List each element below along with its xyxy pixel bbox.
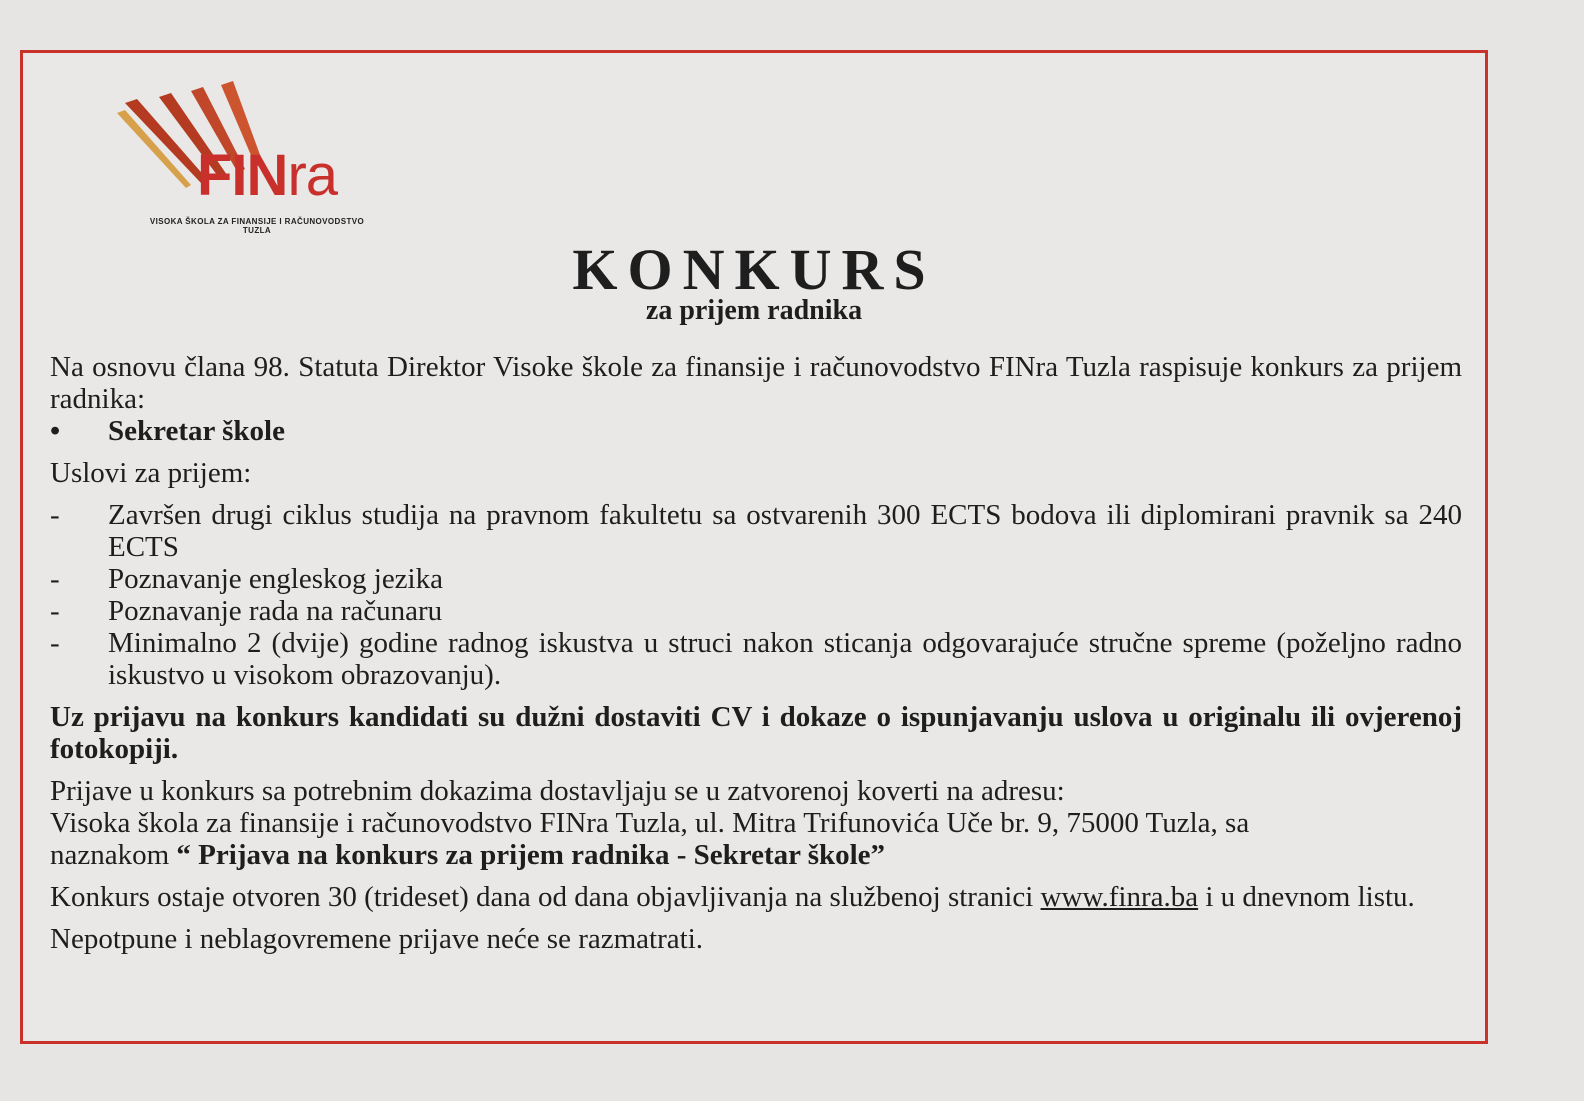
announcement-frame	[20, 50, 1488, 1044]
logo-wordmark: FINra	[197, 143, 338, 208]
list-item: - Završen drugi ciklus studija na pravnom fakultetu sa ostvarenih 300 ECTS bodova ili diplomirani pravnik sa 240 ECTS	[50, 499, 1462, 563]
conditions-heading: Uslovi za prijem:	[50, 457, 252, 489]
list-item: - Minimalno 2 (dvije) godine radnog iskustva u struci nakon sticanja odgovarajuće stručne spreme (poželjno radno iskustvo u visokom obrazovanju).	[50, 627, 1462, 691]
submission-block	[50, 775, 1462, 871]
submission-mark-label: “ Prijava na konkurs za prijem radnika - Sekretar škole”	[176, 839, 886, 871]
closing-paragraph: Nepotpune i neblagovremene prijave neće se razmatrati.	[50, 923, 703, 955]
submission-address: Visoka škola za finansije i računovodstvo FINra Tuzla, ul. Mitra Trifunovića Uče br. 9, 75000 Tuzla, sa	[50, 807, 1250, 839]
bullet-marker: •	[50, 415, 61, 447]
conditions-list	[50, 499, 1462, 691]
list-item: - Poznavanje rada na računaru	[50, 595, 443, 627]
intro-paragraph: Na osnovu člana 98. Statuta Direktor Visoke škole za finansije i računovodstvo FINra Tuzla raspisuje konkurs za prijem radnika:	[50, 351, 1462, 415]
duration-paragraph: Konkurs ostaje otvoren 30 (trideset) dana od dana objavljivanja na službenoj stranici www.finra.ba i u dnevnom listu.	[50, 881, 1415, 913]
submission-mark: naznakom “ Prijava na konkurs za prijem radnika - Sekretar škole”	[50, 839, 886, 871]
documents-note: Uz prijavu na konkurs kandidati su dužni dostaviti CV i dokaze o ispunjavanju uslova u originalu ili ovjerenoj fotokopiji.	[50, 701, 1462, 765]
website-link[interactable]: www.finra.ba	[1040, 881, 1199, 913]
list-item: - Poznavanje engleskog jezika	[50, 563, 443, 595]
announcement-body	[50, 351, 1462, 955]
page-subtitle: za prijem radnika	[645, 295, 863, 326]
position-item	[50, 415, 1462, 447]
position-label: Sekretar škole	[108, 415, 285, 447]
submission-line: Prijave u konkurs sa potrebnim dokazima dostavljaju se u zatvorenoj koverti na adresu:	[50, 775, 1065, 807]
finra-logo	[47, 77, 447, 237]
page-title: KONKURS	[572, 237, 936, 302]
logo-subtitle: VISOKA ŠKOLA ZA FINANSIJE I RAČUNOVODSTVO TUZLA	[149, 217, 365, 236]
